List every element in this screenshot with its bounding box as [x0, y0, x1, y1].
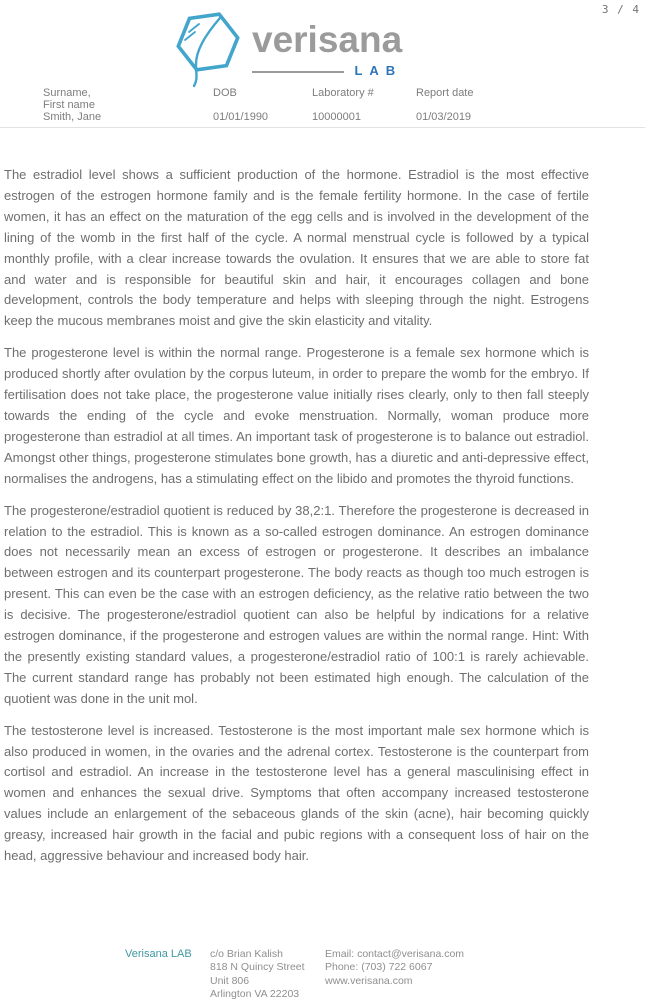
patient-field-dob [213, 88, 268, 124]
hexagon-leaf-icon [168, 8, 248, 93]
logo-text [252, 8, 402, 77]
patient-field-name [43, 88, 101, 124]
patient-field-laboratory-number [312, 88, 374, 124]
footer-address-line: c/o Brian Kalish [210, 948, 283, 960]
report-paragraph-quotient: The progesterone/estradiol quotient is reduced by 38,2:1. Therefore the progesterone is decreased in relation to the estradiol. This is known as a so-called estrogen dominance. An estrogen dominance does not necessarily mean an excess of estrogen or progesterone. It describes an imbalance between estrogen and its counterpart progesterone. The body reacts as though too much estrogen is present. This can even be the case with an estrogen deficiency, as the relative ratio between the two is decisive. The progesterone/estradiol quotient can also be helpful by indications for a relative estrogen dominance, if the progesterone and estrogen values are within the normal range. Hint: With the presently existing standard values, a progesterone/estradiol ratio of 100:1 is rarely achievable. The current standard range has probably not been estimated high enough. The calculation of the quotient was done in the unit mol. [4, 502, 589, 706]
report-body [4, 165, 589, 867]
page-number: 3 / 4 [601, 3, 640, 16]
footer-phone: Phone: (703) 722 6067 [325, 961, 433, 974]
patient-report-date-value: 01/03/2019 [416, 111, 472, 123]
patient-field-report-date-label: Report date [416, 87, 474, 99]
footer-email: Email: contact@verisana.com [325, 948, 465, 960]
logo-lab-label: LAB [354, 63, 403, 78]
footer-address [210, 948, 305, 1000]
footer-address-line: Arlington VA 22203 [210, 987, 300, 1000]
patient-field-dob-label: DOB [213, 87, 237, 99]
patient-name-value: Smith, Jane [43, 111, 102, 123]
footer-address-line: Unit 806 [210, 974, 250, 987]
patient-field-name-label: Surname, First name [43, 87, 95, 111]
verisana-logo [168, 8, 402, 93]
footer-contact [325, 948, 464, 988]
patient-field-report-date [416, 88, 473, 124]
logo-brand-name: verisana [252, 19, 403, 60]
report-paragraph-testosterone: The testosterone level is increased. Testosterone is the most important male sex hormone which is also produced in women, in the ovaries and the adrenal cortex. Testosterone is the counterpart from cortisol and estradiol. An increase in the testosterone level has a general masculinising effect in women and enhances the sexual drive. Symptoms that often accompany increased testosterone values include an enlargement of the sebaceous glands of the skin (acne), hair becoming quickly greasy, increased hair growth in the facial and pubic regions with a consequent loss of hair on the head, aggressive behaviour and increased body hair. [4, 722, 589, 864]
footer-address-line: 818 N Quincy Street [210, 961, 305, 974]
header-divider [0, 127, 645, 128]
logo-underline [252, 71, 344, 73]
patient-field-laboratory-number-label: Laboratory # [312, 87, 374, 99]
report-paragraph-estradiol: The estradiol level shows a sufficient production of the hormone. Estradiol is the most effective estrogen of the estrogen hormone family and is the female fertility hormone. In the case of fertile women, it has an effect on the maturation of the egg cells and is involved in the development of the lining of the womb in the first half of the cycle. A normal menstrual cycle is followed by a typical monthly profile, with a clear increase towards the ovulation. It ensures that we are able to store fat and water and is responsible for beautiful skin and hair, it encourages collagen and bone development, controls the body temperature and helps with sleeping through the night. Estrogens keep the mucous membranes moist and give the skin elasticity and vitality. [4, 167, 589, 329]
report-paragraph-progesterone: The progesterone level is within the normal range. Progesterone is a female sex hormone which is produced shortly after ovulation by the corpus luteum, in order to prepare the womb for the embryo. If fertilisation does not take place, the progesterone value initially rises clearly, only to then fall steeply towards the ending of the cycle and evoke menstruation. Normally, woman produce more progesterone than estradiol at all times. An important task of progesterone is to balance out estradiol. Amongst other things, progesterone stimulates bone growth, has a diuretic and anti-depressive effect, normalises the androgens, has a stimulating effect on the libido and promotes the thyroid functions. [4, 345, 589, 486]
footer-brand: Verisana LAB [125, 948, 192, 960]
patient-dob-value: 01/01/1990 [213, 111, 269, 123]
logo-lab-row [252, 64, 402, 77]
patient-laboratory-number-value: 10000001 [312, 111, 361, 123]
footer-website: www.verisana.com [325, 974, 413, 987]
